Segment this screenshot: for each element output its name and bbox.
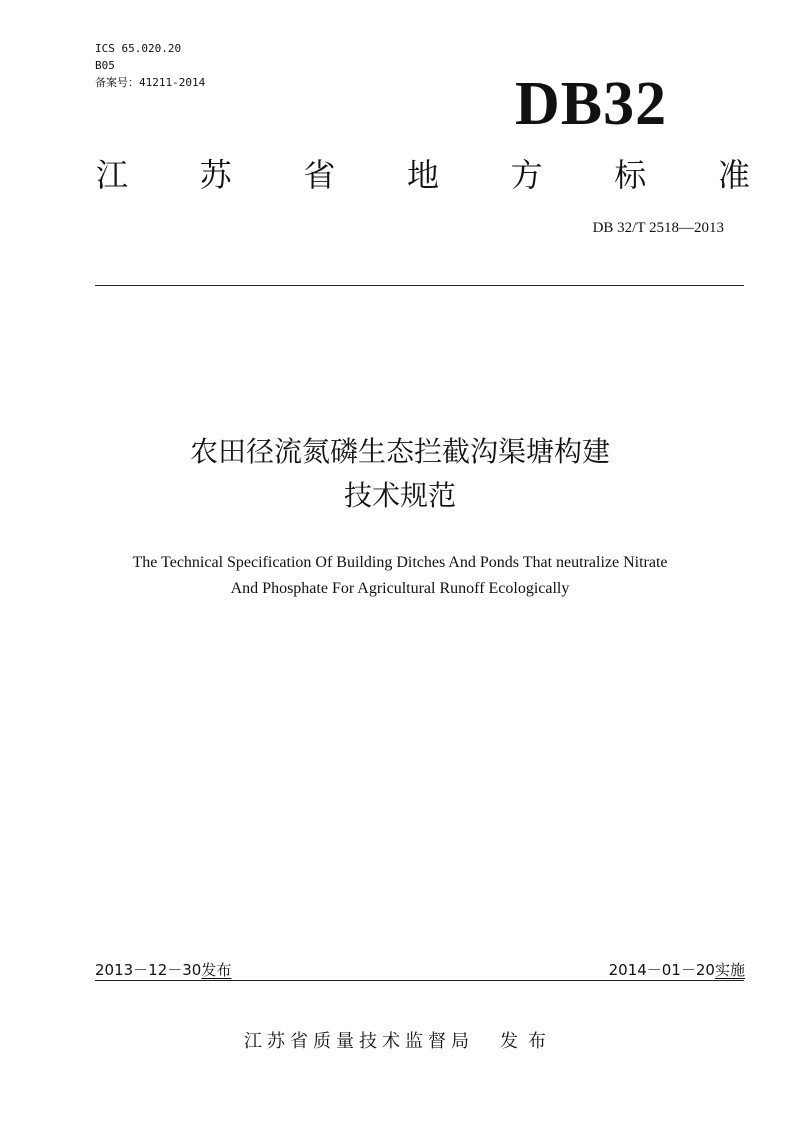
classification-block: [95, 40, 205, 91]
publish-date: [95, 960, 231, 980]
standard-type-char: 省: [303, 156, 336, 194]
standard-type-heading: [96, 154, 750, 196]
chinese-title-line-1: 农田径流氮磷生态拦截沟渠塘构建: [189, 435, 610, 468]
standard-type-char: 准: [717, 156, 750, 194]
issuer-action: 发布: [500, 1031, 556, 1052]
standard-type-char: 江: [96, 156, 129, 194]
standard-type-char: 方: [510, 156, 543, 194]
standard-type-char: 苏: [199, 156, 232, 194]
top-divider: [95, 285, 744, 286]
chinese-title-line-2: 技术规范: [343, 479, 456, 512]
publish-date-value: 2013－12－30: [95, 961, 202, 979]
english-title: [60, 550, 740, 602]
issuer-line: [0, 1030, 800, 1054]
implement-label: 实施: [714, 961, 745, 979]
standard-type-char: 地: [406, 156, 439, 194]
implement-date-value: 2014－01－20: [608, 961, 715, 979]
bottom-divider: [95, 980, 744, 981]
english-title-line-2: And Phosphate For Agricultural Runoff Ecologically: [230, 580, 570, 597]
standard-number: DB 32/T 2518—2013: [592, 220, 724, 236]
chinese-title: [0, 430, 800, 518]
record-number: 备案号：41211-2014: [95, 76, 206, 89]
ics-code: ICS 65.020.20: [95, 42, 182, 55]
db32-mark: DB32: [515, 70, 668, 138]
standard-type-char: 标: [614, 156, 647, 194]
implement-date: [609, 960, 745, 980]
english-title-line-1: The Technical Specification Of Building Ditches And Ponds That neutralize Nitrate: [132, 554, 668, 571]
issuer-organization: 江苏省质量技术监督局: [244, 1031, 474, 1052]
publish-label: 发布: [201, 961, 232, 979]
class-code: B05: [95, 59, 115, 72]
